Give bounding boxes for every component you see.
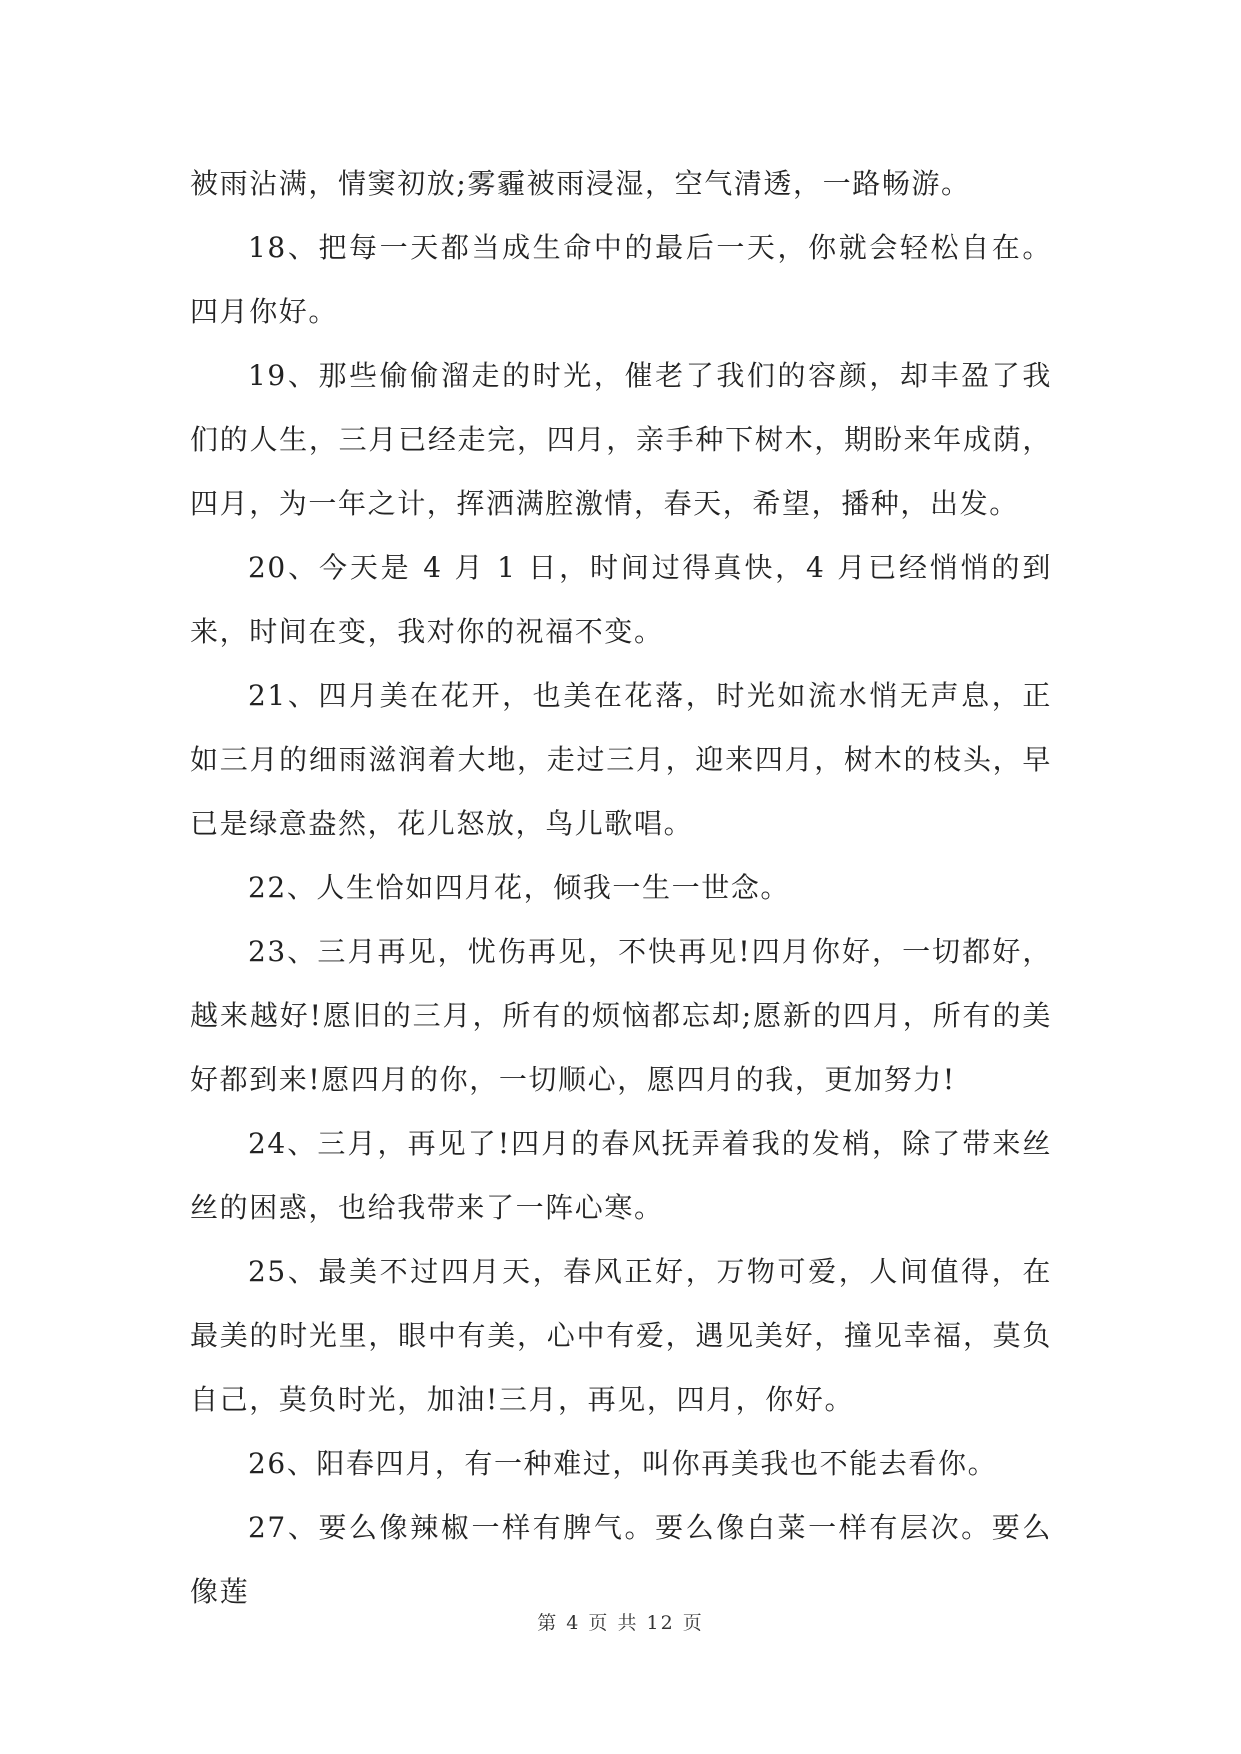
paragraph-item-19: 19、那些偷偷溜走的时光，催老了我们的容颜，却丰盈了我们的人生，三月已经走完，四月，亲手种下树木，期盼来年成荫，四月，为一年之计，挥洒满腔激情，春天，希望，播种，出发。 xyxy=(190,359,1052,520)
paragraph-item-23: 23、三月再见，忧伤再见，不快再见!四月你好，一切都好，越来越好!愿旧的三月，所有的烦恼都忘却;愿新的四月，所有的美好都到来!愿四月的你，一切顺心，愿四月的我，更加努力! xyxy=(190,935,1052,1096)
paragraph-item-22: 22、人生恰如四月花，倾我一生一世念。 xyxy=(248,871,791,904)
paragraph-continuation: 被雨沾满，情窦初放;雾霾被雨浸湿，空气清透，一路畅游。 xyxy=(190,167,971,200)
paragraph-item-25: 25、最美不过四月天，春风正好，万物可爱，人间值得，在最美的时光里，眼中有美，心中有爱，遇见美好，撞见幸福，莫负自己，莫负时光，加油!三月，再见，四月，你好。 xyxy=(190,1255,1052,1416)
paragraph-item-26: 26、阳春四月，有一种难过，叫你再美我也不能去看你。 xyxy=(248,1447,998,1480)
paragraph-item-18: 18、把每一天都当成生命中的最后一天，你就会轻松自在。四月你好。 xyxy=(190,231,1052,328)
paragraph-item-24: 24、三月，再见了!四月的春风抚弄着我的发梢，除了带来丝丝的困惑，也给我带来了一阵心寒。 xyxy=(190,1127,1052,1224)
page-number-label: 第 4 页 共 12 页 xyxy=(537,1612,704,1634)
page-footer xyxy=(0,1608,1241,1635)
paragraph-item-21: 21、四月美在花开，也美在花落，时光如流水悄无声息，正如三月的细雨滋润着大地，走过三月，迎来四月，树木的枝头，早已是绿意盎然，花儿怒放，鸟儿歌唱。 xyxy=(190,679,1052,840)
paragraph-item-27: 27、要么像辣椒一样有脾气。要么像白菜一样有层次。要么像莲 xyxy=(190,1511,1052,1608)
document-body xyxy=(190,152,1052,1624)
paragraph-item-20: 20、今天是 4 月 1 日，时间过得真快，4 月已经悄悄的到来，时间在变，我对你的祝福不变。 xyxy=(190,551,1052,648)
